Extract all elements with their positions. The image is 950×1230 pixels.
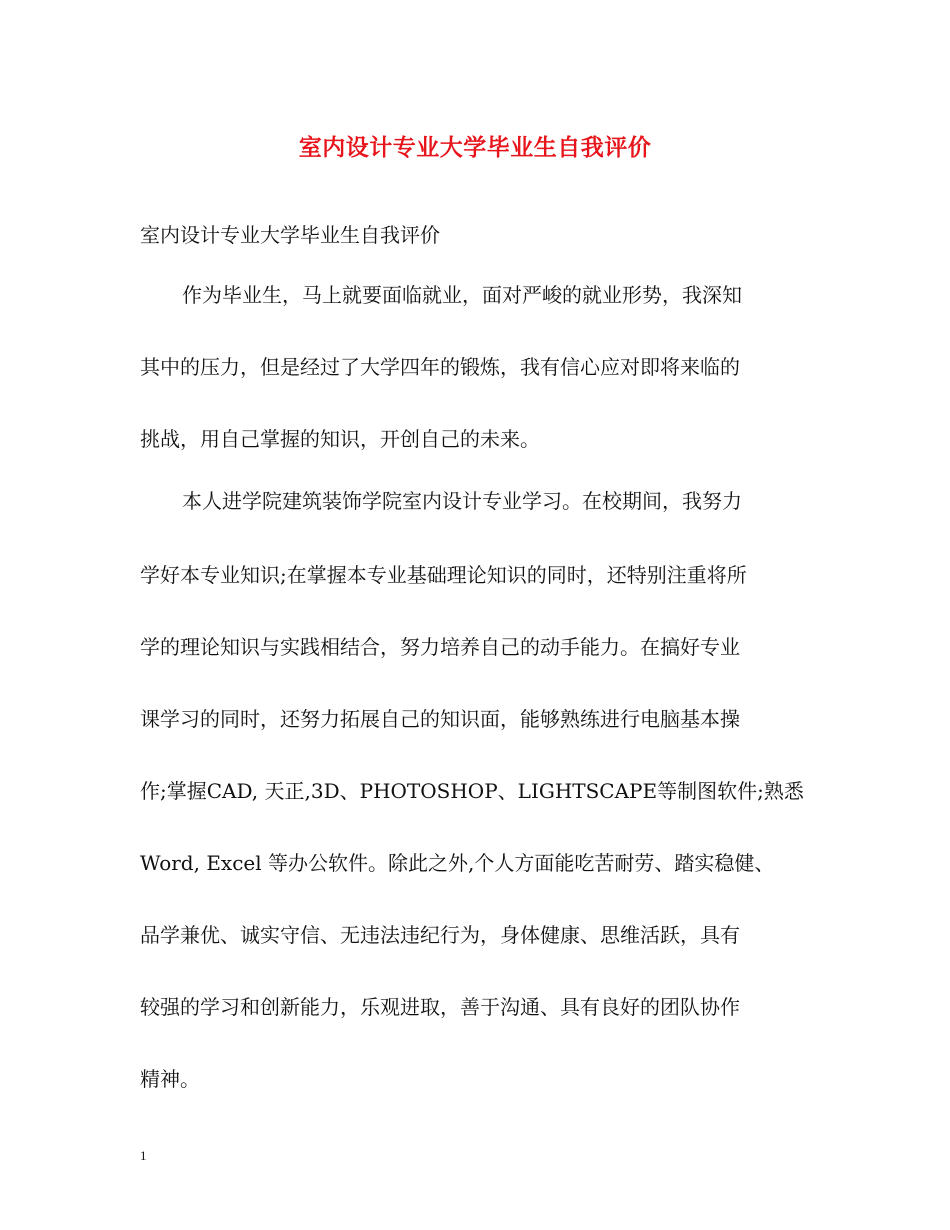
paragraph-line: 精神。 [140, 1067, 200, 1091]
paragraph-line: 作;掌握CAD, 天正,3D、PHOTOSHOP、LIGHTSCAPE等制图软件;熟悉 [140, 779, 804, 803]
paragraph-line: 品学兼优、诚实守信、无违法违纪行为，身体健康、思维活跃，具有 [140, 923, 740, 947]
paragraph-line: Word, Excel 等办公软件。除此之外,个人方面能吃苦耐劳、踏实稳健、 [140, 851, 775, 875]
paragraph-line: 其中的压力，但是经过了大学四年的锻炼，我有信心应对即将来临的 [140, 355, 740, 379]
paragraph-line: 挑战，用自己掌握的知识，开创自己的未来。 [140, 427, 540, 451]
document-subtitle: 室内设计专业大学毕业生自我评价 [140, 223, 440, 247]
paragraph-line: 学的理论知识与实践相结合，努力培养自己的动手能力。在搞好专业 [140, 635, 740, 659]
page-number: 1 [140, 1148, 147, 1163]
paragraph-line: 较强的学习和创新能力，乐观进取，善于沟通、具有良好的团队协作 [140, 995, 740, 1019]
paragraph-line: 作为毕业生，马上就要面临就业，面对严峻的就业形势，我深知 [182, 283, 742, 307]
paragraph-line: 本人进学院建筑装饰学院室内设计专业学习。在校期间，我努力 [182, 489, 742, 513]
paragraph-line: 课学习的同时，还努力拓展自己的知识面，能够熟练进行电脑基本操 [140, 707, 740, 731]
document-title: 室内设计专业大学毕业生自我评价 [298, 134, 652, 161]
paragraph-line: 学好本专业知识;在掌握本专业基础理论知识的同时，还特别注重将所 [140, 563, 747, 587]
